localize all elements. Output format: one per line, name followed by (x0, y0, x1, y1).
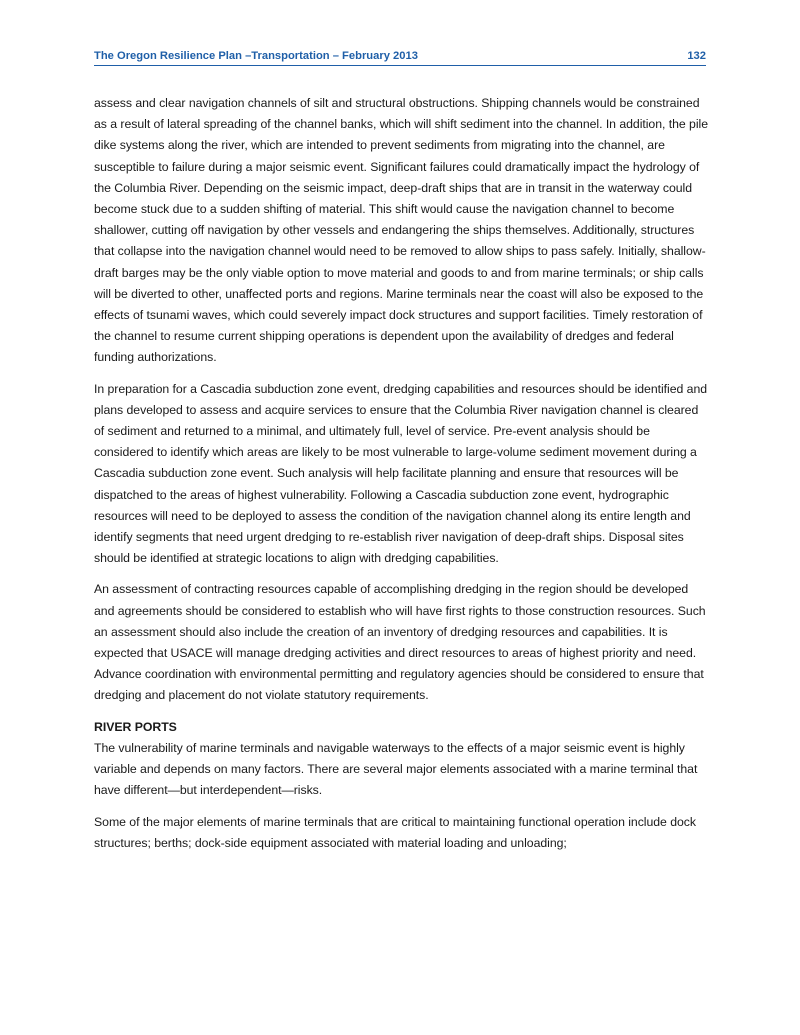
paragraph-contracting-resources: An assessment of contracting resources capable of accomplishing dredging in the region should be developed and agreements should be considered to establish who will have first rights to those construction resources. Such an assessment should also include the creation of an inventory of dredging resources and capabilities. It is expected that USACE will manage dredging activities and direct resources to areas of highest priority and need. Advance coordination with environmental permitting and regulatory agencies should be considered to ensure that dredging and placement do not violate statutory requirements. (94, 582, 706, 703)
section-heading-river-ports: RIVER PORTS (94, 719, 177, 734)
paragraph-channel-assessment: assess and clear navigation channels of silt and structural obstructions. Shipping channels would be constrained as a result of lateral spreading of the channel banks, which will shift sediment into the channel. In addition, the pile dike systems along the river, which are intended to prevent sediments from migrating into the channel, are susceptible to failure during a major seismic event. Significant failures could dramatically impact the hydrology of the Columbia River. Depending on the seismic impact, deep-draft ships that are in transit in the waterway could become stuck due to a sudden shifting of material. This shift would cause the navigation channel to become shallower, cutting off navigation by other vessels and endangering the ships themselves. Additionally, structures that collapse into the navigation channel would need to be removed to allow ships to pass safely. Initially, shallow-draft barges may be the only viable option to move material and goods to and from marine terminals; or ship calls will be diverted to other, unaffected ports and regions. Marine terminals near the coast will also be exposed to the effects of tsunami waves, which could severely impact dock structures and support facilities. Timely restoration of the channel to resume current shipping operations is dependent upon the availability of dredges and federal funding authorizations. (94, 96, 708, 365)
body-content (94, 93, 710, 864)
header-title: The Oregon Resilience Plan –Transportation – February 2013 (94, 50, 418, 62)
running-header (94, 47, 706, 66)
paragraph-terminal-elements: Some of the major elements of marine terminals that are critical to maintaining functional operation include dock structures; berths; dock-side equipment associated with material loading and unloading; (94, 814, 696, 850)
paragraph-terminal-vulnerability: The vulnerability of marine terminals and navigable waterways to the effects of a major seismic event is highly variable and depends on many factors. There are several major elements associated with a marine terminal that have different—but interdependent—risks. (94, 740, 698, 798)
paragraph-dredging-preparation: In preparation for a Cascadia subduction zone event, dredging capabilities and resources should be identified and plans developed to assess and acquire services to ensure that the Columbia River navigation channel is cleared of sediment and returned to a minimal, and ultimately full, level of service. Pre-event analysis should be considered to identify which areas are likely to be most vulnerable to large-volume sediment movement during a Cascadia subduction zone event. Such analysis will help facilitate planning and ensure that resources will be dispatched to the areas of highest vulnerability. Following a Cascadia subduction zone event, hydrographic resources will need to be deployed to assess the condition of the navigation channel along its entire length and identify segments that need urgent dredging to re-establish river navigation of deep-draft ships. Disposal sites should be identified at strategic locations to align with dredging capabilities. (94, 381, 708, 566)
page-number: 132 (687, 50, 706, 62)
